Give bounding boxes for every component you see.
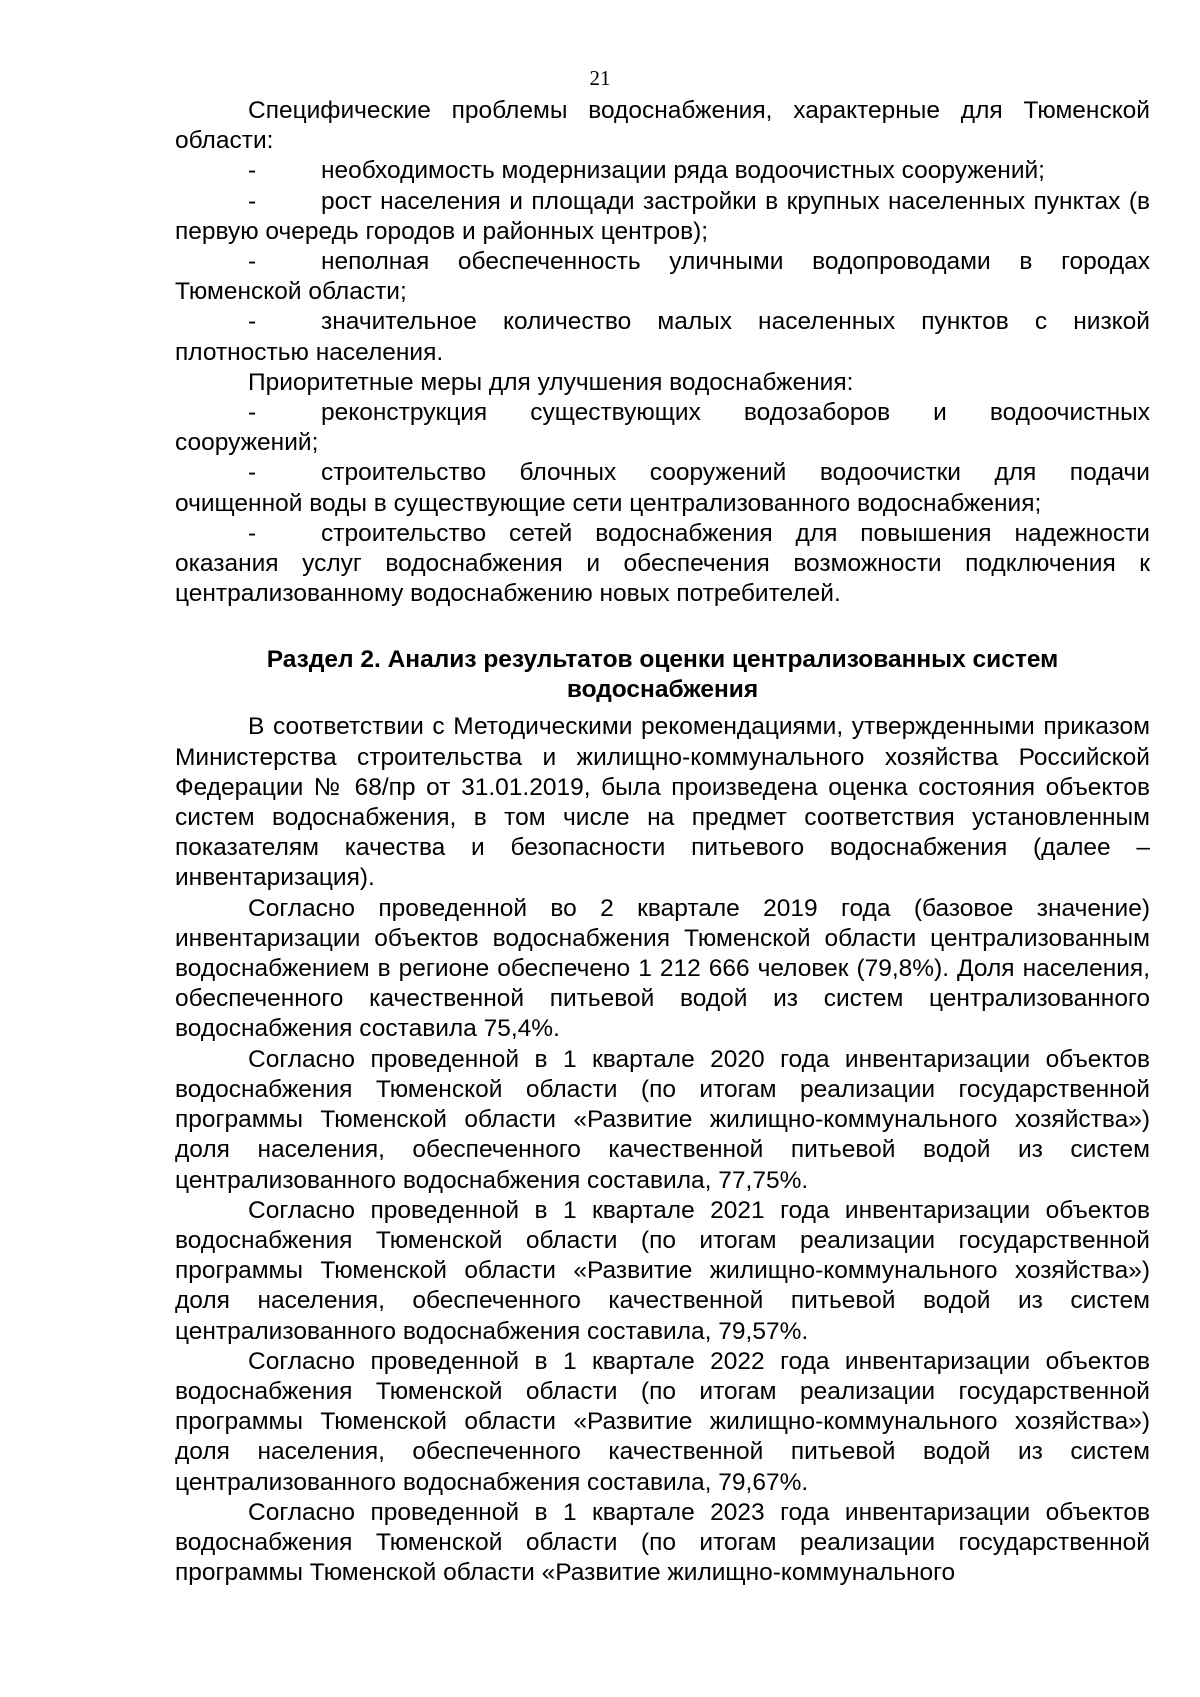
body-paragraph: В соответствии с Методическими рекомендациями, утвержденными приказом Министерства строительства и жилищно-коммунального хозяйства Российской Федерации № 68/пр от 31.01.2019, была произведена оценка состояния объектов систем водоснабжения, в том числе на предмет соответствия установленным показателям качества и безопасности питьевого водоснабжения (далее – инвентаризация). (175, 713, 1150, 892)
list-item-text: рост населения и площади застройки в крупных населенных пунктах (в первую очередь городов и районных центров); (175, 187, 1150, 245)
list-item-text: значительное количество малых населенных пунктов с низкой плотностью населения. (175, 308, 1150, 366)
list-item (175, 519, 1150, 610)
list-item (175, 156, 1150, 186)
list-item (175, 187, 1150, 247)
document-body (175, 96, 1150, 1588)
list-dash: - (248, 248, 257, 276)
list-item-text: неполная обеспеченность уличными водопроводами в городах Тюменской области; (175, 248, 1150, 306)
body-paragraph: Согласно проведенной в 1 квартале 2021 года инвентаризации объектов водоснабжения Тюменской области (по итогам реализации государственной программы Тюменской области «Развитие жилищно-коммунального хозяйства») доля населения, обеспеченного качественной питьевой водой из систем централизованного водоснабжения составила, 79,57%. (175, 1196, 1150, 1345)
page-number: 21 (589, 66, 611, 90)
body-paragraph: Согласно проведенной в 1 квартале 2023 года инвентаризации объектов водоснабжения Тюменской области (по итогам реализации государственной программы Тюменской области «Развитие жилищно-коммунального (175, 1498, 1150, 1587)
list-item-text: строительство сетей водоснабжения для повышения надежности оказания услуг водоснабжения и обеспечения возможности подключения к централизованному водоснабжению новых потребителей. (175, 519, 1150, 608)
body-paragraph: Согласно проведенной в 1 квартале 2020 года инвентаризации объектов водоснабжения Тюменской области (по итогам реализации государственной программы Тюменской области «Развитие жилищно-коммунального хозяйства») доля населения, обеспеченного качественной питьевой водой из систем централизованного водоснабжения составила, 77,75%. (175, 1045, 1150, 1194)
list-dash: - (248, 308, 257, 336)
list-dash: - (248, 399, 257, 427)
body-paragraph: Согласно проведенной в 1 квартале 2022 года инвентаризации объектов водоснабжения Тюменской области (по итогам реализации государственной программы Тюменской области «Развитие жилищно-коммунального хозяйства») доля населения, обеспеченного качественной питьевой водой из систем централизованного водоснабжения составила, 79,67%. (175, 1347, 1150, 1496)
section-heading: Раздел 2. Анализ результатов оценки централизованных систем водоснабжения (266, 646, 1059, 704)
list-item (175, 247, 1150, 307)
measures-intro: Приоритетные меры для улучшения водоснабжения: (248, 368, 854, 396)
list-item-text: необходимость модернизации ряда водоочистных сооружений; (321, 157, 1045, 185)
list-item (175, 398, 1150, 458)
list-dash: - (248, 519, 257, 547)
body-paragraph: Согласно проведенной во 2 квартале 2019 года (базовое значение) инвентаризации объектов водоснабжения Тюменской области централизованным водоснабжением в регионе обеспечено 1 212 666 человек (79,8%). Доля населения, обеспеченного качественной питьевой водой из систем централизованного водоснабжения составила 75,4%. (175, 894, 1150, 1043)
list-item (175, 458, 1150, 518)
list-dash: - (248, 157, 257, 185)
list-item-text: строительство блочных сооружений водоочистки для подачи очищенной воды в существующие сети централизованного водоснабжения; (175, 459, 1150, 517)
problems-intro: Специфические проблемы водоснабжения, характерные для Тюменской области: (175, 97, 1150, 155)
list-item (175, 307, 1150, 367)
list-item-text: реконструкция существующих водозаборов и водоочистных сооружений; (175, 399, 1150, 457)
list-dash: - (248, 187, 257, 215)
list-dash: - (248, 459, 257, 487)
